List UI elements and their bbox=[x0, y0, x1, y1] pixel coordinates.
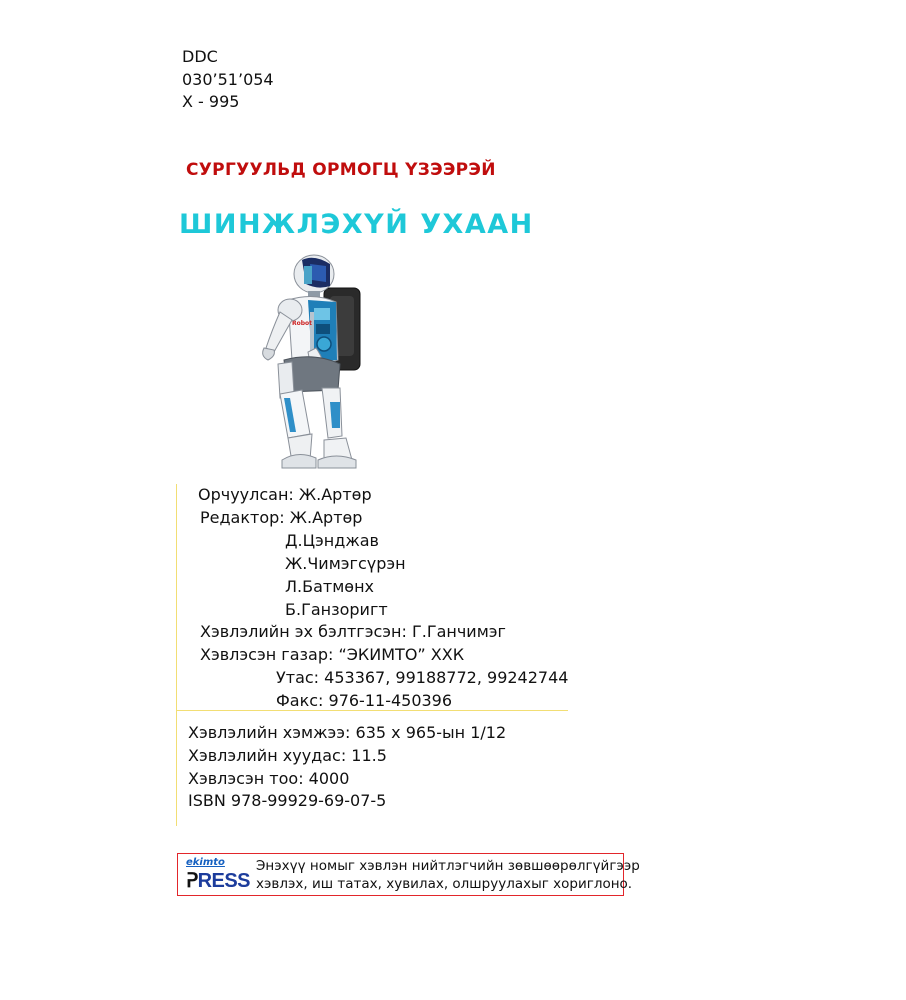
publisher-line: Хэвлэсэн газар: “ЭКИМТО” ХХК bbox=[200, 645, 465, 664]
logo-text-top: ekimto bbox=[186, 857, 225, 868]
print-size: Хэвлэлийн хэмжээ: 635 х 965-ын 1/12 bbox=[188, 723, 507, 742]
copyright-text bbox=[256, 857, 640, 893]
copyright-line-1: Энэхүү номыг хэвлэн нийтлэгчийн зөвшөөрөлгүйгээр bbox=[256, 858, 640, 874]
print-copies: Хэвлэсэн тоо: 4000 bbox=[188, 768, 350, 788]
prepared-by: Хэвлэлийн эх бэлтгэсэн: Г.Ганчимэг bbox=[200, 622, 506, 641]
catalog-line-ddc: DDC bbox=[182, 47, 218, 66]
publication-details bbox=[188, 722, 506, 813]
print-sheets: Хэвлэлийн хуудас: 11.5 bbox=[188, 745, 387, 765]
robot-chest-label: Robot bbox=[292, 320, 313, 327]
editor-line: Редактор: Ж.Артөр bbox=[200, 508, 363, 527]
copyright-line-2: хэвлэх, иш татах, хувилах, олшруулахыг хориглоно. bbox=[256, 876, 633, 892]
editor-name: Б.Ганзоригт bbox=[285, 600, 388, 619]
catalog-code bbox=[182, 46, 274, 114]
editor-name: Д.Цэнджав bbox=[285, 531, 379, 550]
editor-name: Л.Батмөнх bbox=[285, 577, 375, 596]
margin-rule-vertical bbox=[176, 484, 177, 826]
publisher-phone: Утас: 453367, 99188772, 99242744 bbox=[276, 668, 569, 687]
isbn: ISBN 978-99929-69-07-5 bbox=[188, 791, 387, 811]
publisher-fax: Факс: 976-11-450396 bbox=[276, 691, 453, 710]
logo-text-bottom: ᕈRESS bbox=[186, 870, 251, 892]
translated-by: Орчуулсан: Ж.Артөр bbox=[198, 485, 372, 504]
catalog-line-author-code: Х - 995 bbox=[182, 92, 240, 111]
ekimto-press-logo bbox=[186, 857, 251, 893]
catalog-line-number: 030’51’054 bbox=[182, 69, 274, 89]
series-title: СУРГУУЛЬД ОРМОГЦ ҮЗЭЭРЭЙ bbox=[186, 160, 496, 180]
book-title: ШИНЖЛЭХҮЙ УХААН bbox=[179, 209, 534, 240]
editor-name: Ж.Чимэгсүрэн bbox=[285, 554, 406, 573]
robot-illustration bbox=[258, 252, 370, 478]
copyright-notice bbox=[177, 853, 640, 896]
